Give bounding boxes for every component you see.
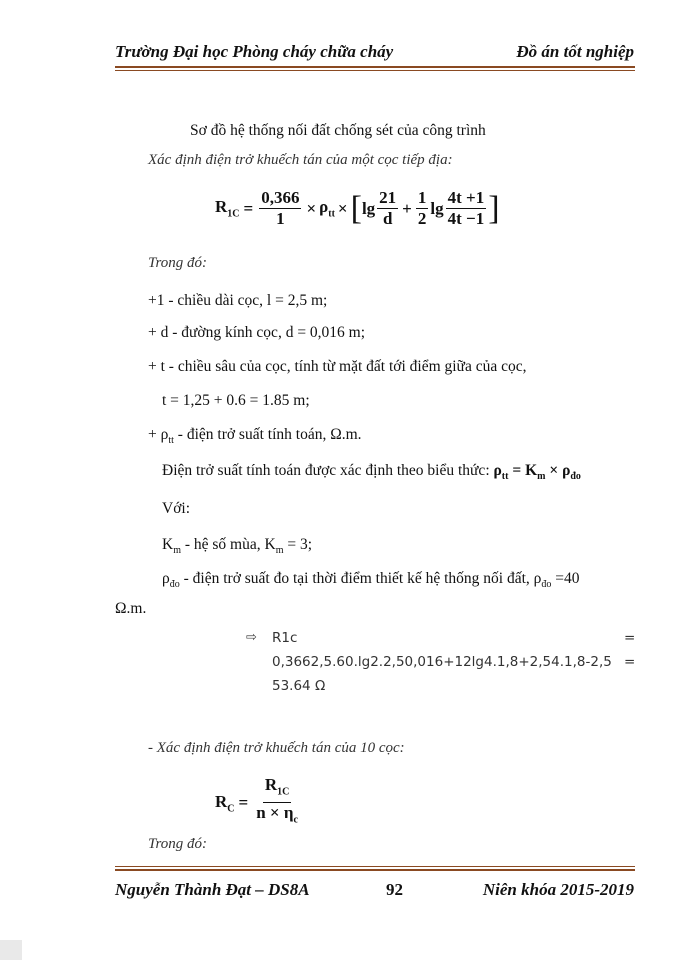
header-school: Trường Đại học Phòng cháy chữa cháy <box>115 42 394 61</box>
intro-single-rod: Xác định điện trở khuếch tán của một cọc tiếp địa: <box>148 152 453 168</box>
arrow-icon: ⇨ <box>246 630 257 645</box>
rho-calc-line: Điện trở suất tính toán được xác định theo biểu thức: $\rho_{tt} = K_m \times \rho_{đo}$ <box>162 462 581 483</box>
page-number: 92 <box>386 880 403 899</box>
rho-formula: $\rho_{tt} = K_m \times \rho_{đo}$ <box>493 462 581 483</box>
intro-ten-rods: - Xác định điện trở khuếch tán của 10 cọc: <box>148 740 405 756</box>
footer-years: Niên khóa 2015-2019 <box>482 880 634 899</box>
formula-r1c: $R_{1C}$ = $\frac{0,366}{1}$ × $\rho_{tt}$ × [ lg $\frac{21}{d}$ + $\frac{1}{2}$ lg $\frac{4t +1}{4t -1}$ ] <box>215 188 500 228</box>
result-eq: = <box>624 630 636 646</box>
trong-do-label-1: Trong đó: <box>148 255 208 271</box>
voi-label: Với: <box>162 500 191 517</box>
result-eq-2: = <box>624 654 636 670</box>
result-value: 53.64 Ω <box>272 678 326 694</box>
trong-do-label-2: Trong đó: <box>148 836 208 852</box>
km-line: $K_m$ - hệ số mùa, $K_m = 3$; <box>162 536 313 557</box>
footer-rule-thick <box>115 869 635 871</box>
formula-rc: $R_C$ = $\frac{R_{1C}}{n \times \eta_c}$ <box>215 775 298 826</box>
page-corner <box>0 940 22 960</box>
header-rule-thick <box>115 66 635 68</box>
result-label: R1c <box>272 630 298 646</box>
result-expression: 0,3662,5.60.lg2.2,50,016+12lg4.1,8+2,54.1,8-2,5 <box>272 654 612 670</box>
item-rho: + $\rho_{tt}$ - điện trở suất tính toán, Ω.m. <box>148 426 362 447</box>
rho-do-line: $\rho_{đo}$ - điện trở suất đo tại thời điểm thiết kế hệ thống nối đất, $\rho_{đo} =40$ <box>162 570 580 591</box>
ohm-m-unit: Ω.m. <box>115 600 147 617</box>
header-doc-type: Đồ án tốt nghiệp <box>516 42 634 61</box>
figure-caption: Sơ đồ hệ thống nối đất chống sét của công trình <box>190 122 486 139</box>
item-diameter: + d - đường kính cọc, d = 0,016 m; <box>148 324 366 341</box>
item-length: +1 - chiều dài cọc, l = 2,5 m; <box>148 292 328 309</box>
footer-author: Nguyễn Thành Đạt – DS8A <box>115 880 310 899</box>
depth-value: t = 1,25 + 0.6 = 1.85 m; <box>162 392 310 409</box>
item-depth: + t - chiều sâu của cọc, tính từ mặt đất tới điểm giữa của cọc, <box>148 358 527 375</box>
footer-rule-thin <box>115 866 635 867</box>
header-rule-thin <box>115 70 635 71</box>
